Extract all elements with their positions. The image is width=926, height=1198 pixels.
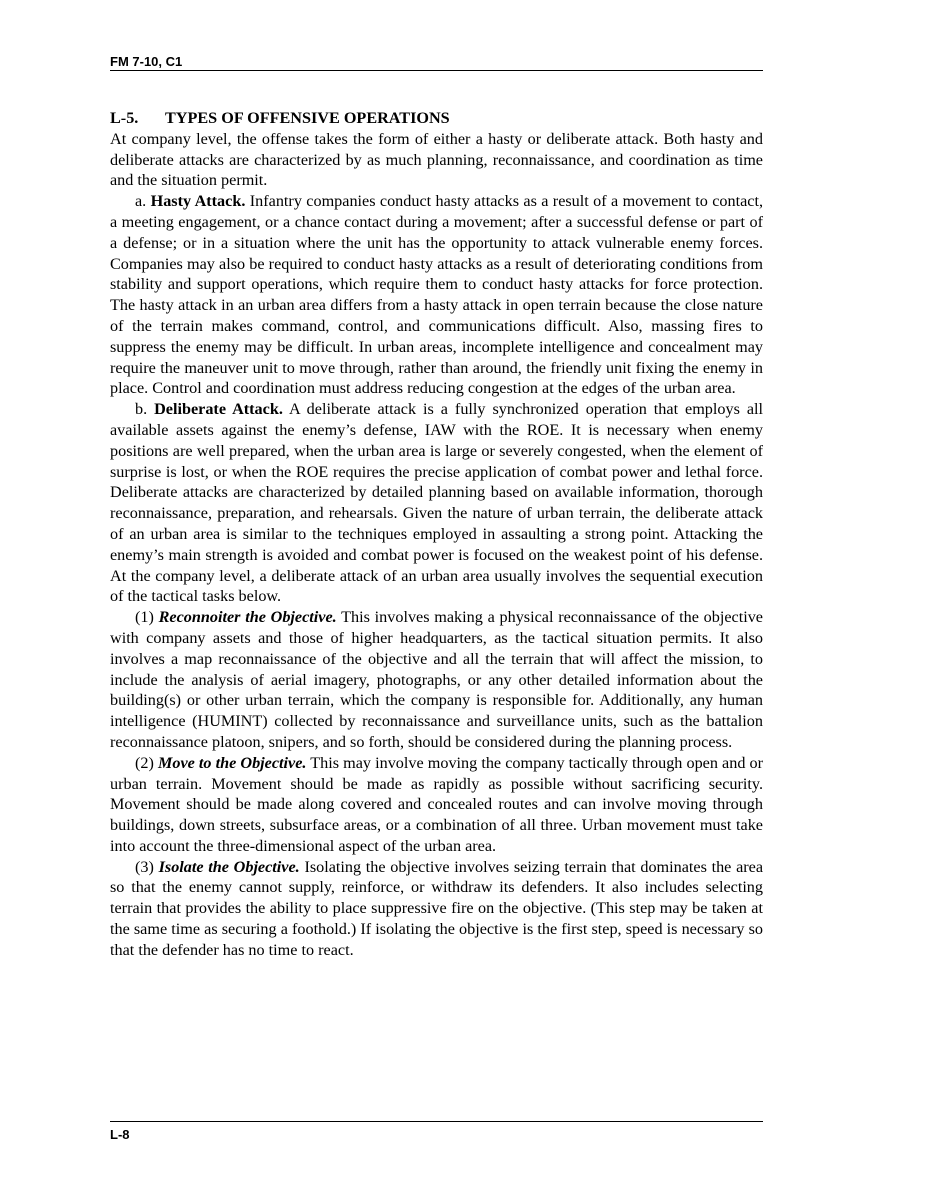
header-rule	[110, 70, 763, 71]
page-number: L-8	[110, 1127, 130, 1142]
section-number: L-5.	[110, 109, 139, 127]
document-id: FM 7-10, C1	[110, 54, 183, 69]
paragraph-reconnoiter	[110, 607, 763, 753]
paragraph-deliberate-attack	[110, 399, 763, 607]
paragraph-text: This involves making a physical reconnaissance of the objective with company assets and those of higher headquarters, as the tactical situation permits. It also involves a map reconnaissance of the objective and all the terrain that will affect the mission, to include the analysis of aerial imagery, photographs, or any other detailed information about the building(s) or other urban terrain, which the company is responsible for. Additionally, any human intelligence (HUMINT) collected by reconnaissance and surveillance units, such as the battalion reconnaissance platoon, snipers, and so forth, should be considered during the planning process.	[110, 608, 763, 751]
paragraph-marker: (3)	[135, 857, 154, 876]
paragraph-text: Isolating the objective involves seizing terrain that dominates the area so that the enemy cannot supply, reinforce, or withdraw its defenders. It also includes selecting terrain that provides the ability to place suppressive fire on the objective. (This step may be taken at the same time as securing a foothold.) If isolating the objective is the first step, speed is necessary so that the defender has no time to react.	[110, 857, 764, 959]
paragraph-text: Infantry companies conduct hasty attacks as a result of a movement to contact, a meeting engagement, or a chance contact during a movement; after a successful defense or part of a defense; or in a situation where the unit has the opportunity to attack vulnerable enemy forces. Companies may also be required to conduct hasty attacks as a result of deteriorating conditions from stability and support operations, which require them to conduct hasty attacks for force protection. The hasty attack in an urban area differs from a hasty attack in open terrain because the close nature of the terrain makes command, control, and communications difficult. Also, massing fires to suppress the enemy may be difficult. In urban areas, incomplete intelligence and concealment may require the maneuver unit to move through, rather than around, the friendly unit fixing the enemy in place. Control and coordination must address reducing congestion at the edges of the urban area.	[110, 192, 764, 398]
intro-paragraph: At company level, the offense takes the form of either a hasty or deliberate attack. Both hasty and deliberate attacks are characterized by as much planning, reconnaissance, and coordination as time and the situation permit.	[110, 129, 763, 190]
paragraph-marker: (2)	[135, 753, 154, 772]
paragraph-marker: (1)	[135, 608, 154, 627]
paragraph-lead: Move to the Objective.	[157, 753, 307, 772]
footer-rule	[110, 1121, 763, 1122]
paragraph-move	[110, 753, 763, 857]
paragraph-lead: Reconnoiter the Objective.	[158, 608, 337, 627]
paragraph-lead: Isolate the Objective.	[158, 857, 300, 876]
paragraph-marker: a.	[135, 192, 147, 211]
paragraph-text: A deliberate attack is a fully synchronized operation that employs all available assets against the enemy’s defense, IAW with the ROE. It is necessary when enemy positions are well prepared, when the urban area is large or severely congested, when the element of surprise is lost, or when the ROE requires the precise application of combat power and lethal force. Deliberate attacks are characterized by detailed planning based on available information, thorough reconnaissance, preparation, and rehearsals. Given the nature of urban terrain, the deliberate attack of an urban area is similar to the techniques employed in assaulting a strong point. Attacking the enemy’s main strength is avoided and combat power is focused on the weakest point of his defense. At the company level, a deliberate attack of an urban area usually involves the sequential execution of the tactical tasks below.	[110, 400, 764, 606]
paragraph-isolate	[110, 857, 763, 961]
paragraph-hasty-attack	[110, 191, 763, 399]
paragraph-lead: Deliberate Attack.	[154, 400, 283, 419]
paragraph-marker: b.	[135, 400, 148, 419]
paragraph-text: This may involve moving the company tactically through open and or urban terrain. Movement should be made as rapidly as possible without sacrificing security. Movement should be made along covered and concealed routes and can involve moving through buildings, down streets, subsurface areas, or a combination of all three. Urban movement must take into account the three-dimensional aspect of the urban area.	[110, 753, 764, 855]
page-body	[110, 108, 763, 961]
paragraph-lead: Hasty Attack.	[150, 192, 246, 211]
section-title: TYPES OF OFFENSIVE OPERATIONS	[165, 109, 450, 127]
section-heading	[110, 108, 763, 129]
